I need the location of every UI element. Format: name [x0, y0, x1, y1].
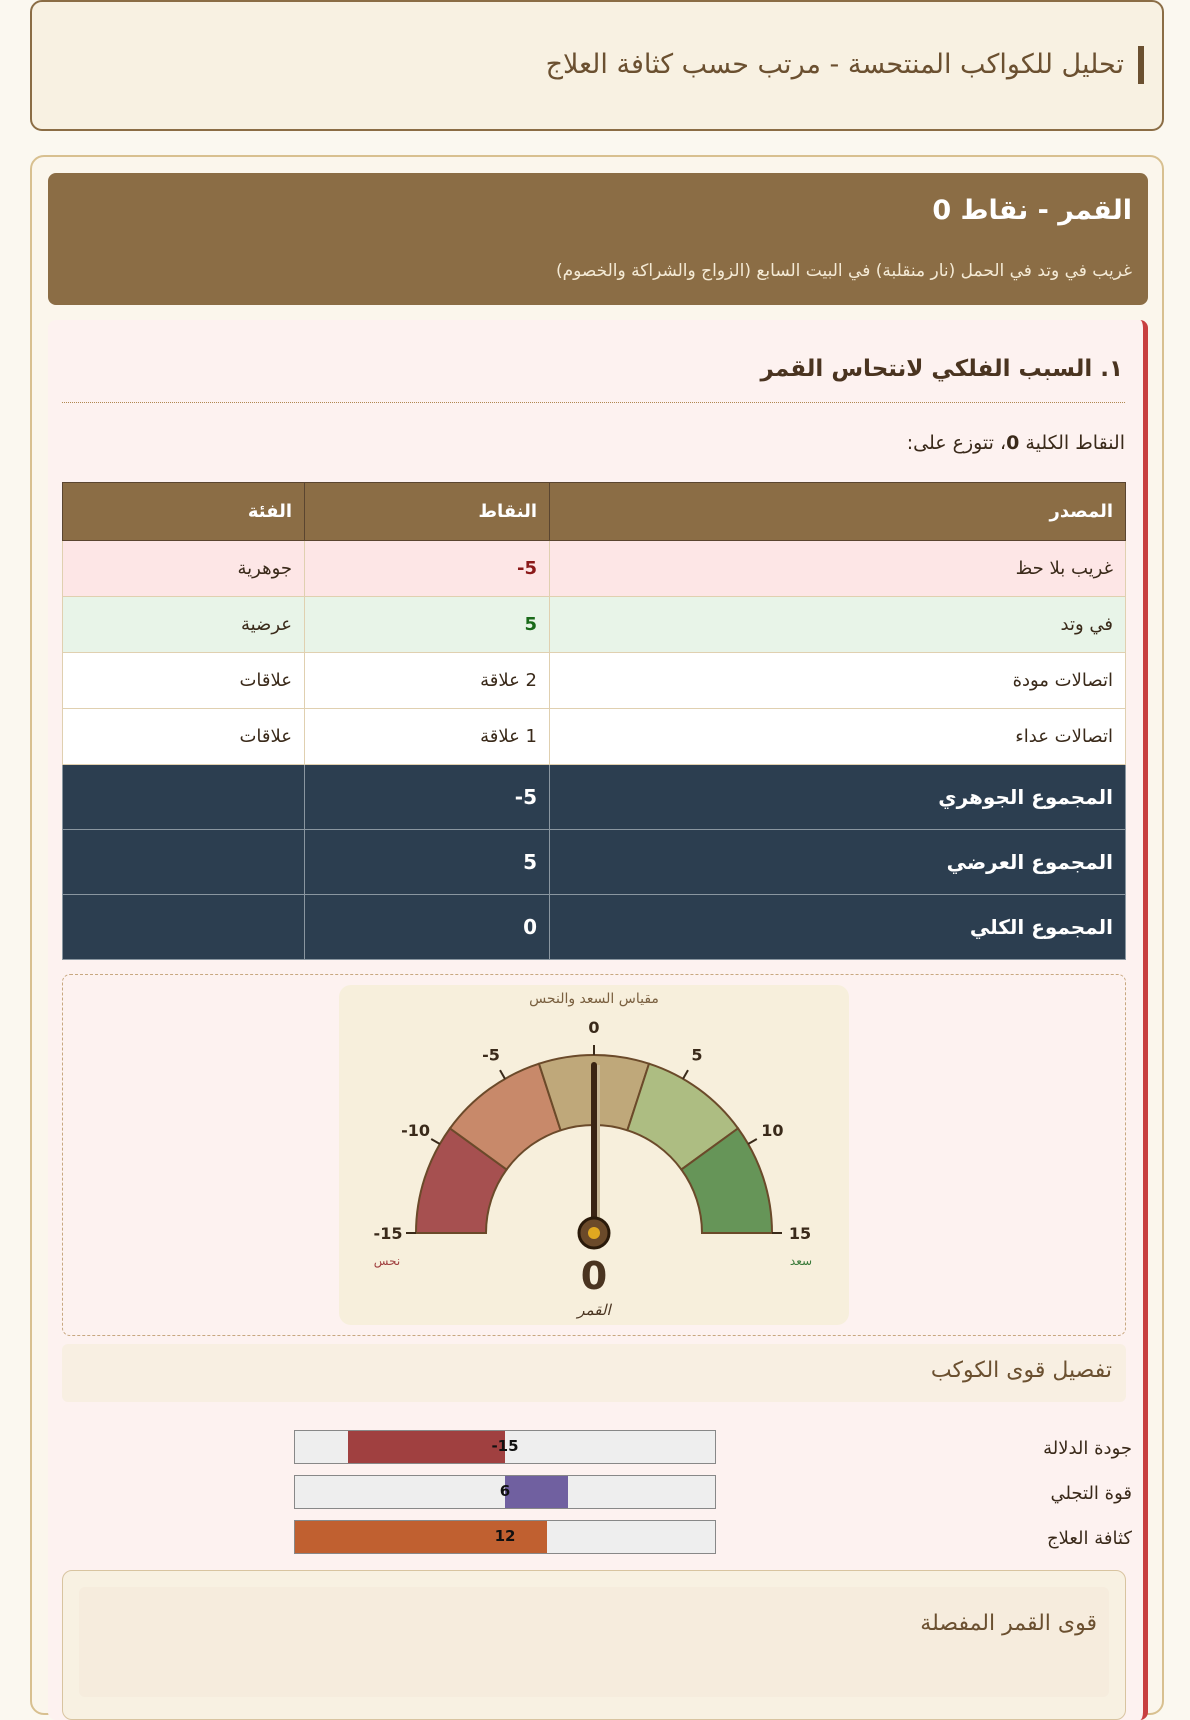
total-row [63, 830, 1126, 895]
points-cell: 2 علاقة [305, 653, 550, 709]
fortune-gauge [339, 985, 849, 1325]
needle-hub-center [588, 1227, 600, 1239]
saad-label: سعد [789, 1254, 813, 1268]
total-value: -5 [305, 765, 550, 830]
strength-bar-row [48, 1430, 1148, 1475]
gauge-tick-label: -5 [482, 1045, 500, 1065]
strength-bars [48, 1430, 1148, 1565]
source-cell: غريب بلا حظ [550, 541, 1126, 597]
total-row [63, 765, 1126, 830]
bar-track [294, 1520, 716, 1554]
breakdown-header [62, 1344, 1126, 1402]
source-cell: اتصالات عداء [550, 709, 1126, 765]
total-label: المجموع الجوهري [550, 765, 1126, 830]
cause-section [48, 320, 1148, 1720]
gauge-tick-label: -10 [401, 1121, 431, 1140]
source-cell: في وتد [550, 597, 1126, 653]
strength-bar-row [48, 1475, 1148, 1520]
total-value: 0 [305, 895, 550, 960]
gauge-tick-label: 15 [788, 1224, 812, 1243]
empty-cell [63, 765, 305, 830]
details-header [79, 1587, 1109, 1697]
details-box [62, 1570, 1126, 1720]
planet-card [30, 155, 1164, 1715]
gauge-tick-label: 0 [588, 1018, 600, 1037]
intro-prefix: النقاط الكلية [1019, 432, 1125, 454]
gauge-tick-label: 5 [691, 1045, 703, 1065]
page-header [30, 0, 1164, 131]
gauge-title: مقياس السعد والنحس [529, 991, 659, 1007]
gauge-panel [339, 985, 849, 1325]
intro-suffix: ، تتوزع على: [906, 432, 1007, 454]
breakdown-title: تفصيل قوى الكوكب [930, 1358, 1112, 1383]
points-cell: -5 [305, 541, 550, 597]
col-points: النقاط [305, 483, 550, 541]
total-label: المجموع الكلي [550, 895, 1126, 960]
page-title: تحليل للكواكب المنتحسة - مرتب حسب كثافة العلاج [546, 46, 1144, 84]
gauge-tick [500, 1070, 505, 1079]
total-value: 5 [305, 830, 550, 895]
table-row [63, 709, 1126, 765]
planet-subtitle: غريب في وتد في الحمل (نار منقلبة) في البيت السابع (الزواج والشراكة والخصوم) [555, 261, 1132, 281]
bar-track [294, 1430, 716, 1464]
table-row [63, 653, 1126, 709]
bar-value: -15 [491, 1437, 519, 1455]
planet-banner [48, 173, 1148, 305]
bar-label: قوة التجلي [1050, 1483, 1132, 1504]
table-row [63, 597, 1126, 653]
total-label: المجموع العرضي [550, 830, 1126, 895]
gauge-tick [683, 1070, 688, 1079]
table-row [63, 541, 1126, 597]
strength-bar-row [48, 1520, 1148, 1565]
divider [62, 402, 1125, 403]
section-title: ١. السبب الفلكي لانتحاس القمر [760, 356, 1123, 382]
planet-title: القمر - نقاط 0 [932, 195, 1132, 226]
col-category: الفئة [63, 483, 305, 541]
details-title: قوى القمر المفصلة [920, 1611, 1097, 1636]
intro-text [907, 432, 1125, 454]
gauge-tick [748, 1139, 757, 1144]
points-table [62, 482, 1126, 960]
total-row [63, 895, 1126, 960]
category-cell: علاقات [63, 709, 305, 765]
source-cell: اتصالات مودة [550, 653, 1126, 709]
bar-value: 6 [499, 1482, 511, 1500]
gauge-value: 0 [580, 1254, 608, 1298]
col-source: المصدر [550, 483, 1126, 541]
intro-value: 0 [1006, 432, 1020, 454]
nahs-label: نحس [373, 1254, 401, 1268]
bar-value: 12 [494, 1527, 516, 1545]
empty-cell [63, 895, 305, 960]
gauge-container [62, 974, 1126, 1336]
gauge-caption: القمر [577, 1301, 611, 1319]
bar-label: كثافة العلاج [1047, 1528, 1132, 1549]
bar-track [294, 1475, 716, 1509]
category-cell: علاقات [63, 653, 305, 709]
points-cell: 5 [305, 597, 550, 653]
category-cell: عرضية [63, 597, 305, 653]
gauge-tick-label: -15 [373, 1224, 403, 1243]
gauge-tick [431, 1139, 440, 1144]
bar-label: جودة الدلالة [1043, 1438, 1132, 1459]
points-cell: 1 علاقة [305, 709, 550, 765]
category-cell: جوهرية [63, 541, 305, 597]
empty-cell [63, 830, 305, 895]
gauge-tick-label: 10 [761, 1121, 784, 1140]
